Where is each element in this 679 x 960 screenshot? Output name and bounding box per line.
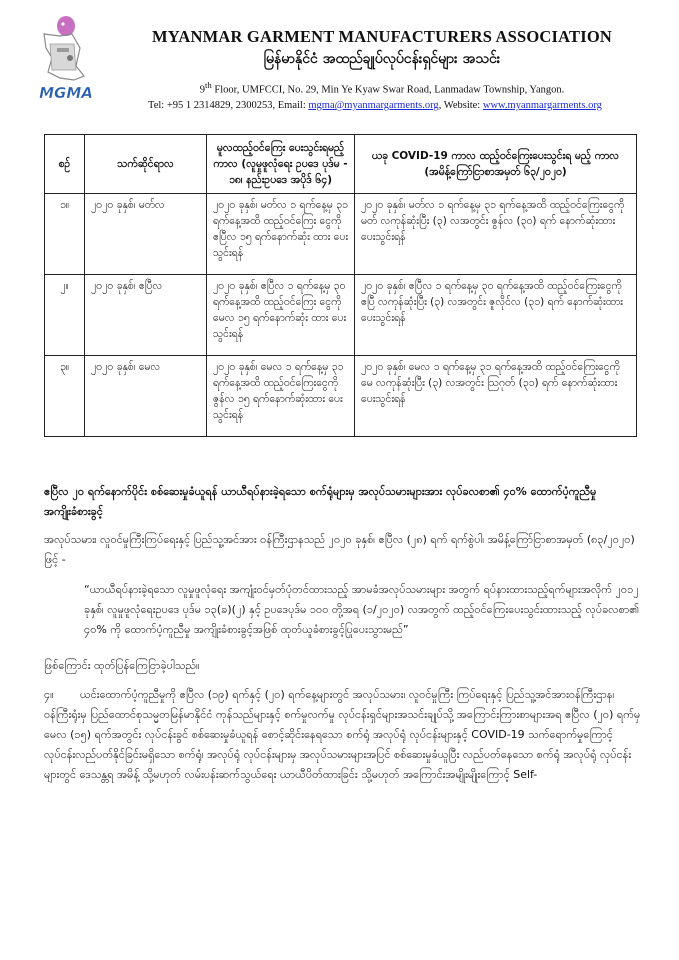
- header-original-period: မူလထည့်ဝင်ကြေး ပေးသွင်းရမည့် ကာလ (လူမှုဖူလုံရေး ဥပဒေ ပုဒ်မ - ၁၈၊ နည်းဥပဒေ အပိုဒ် ၆၄): [207, 135, 355, 194]
- logo-lettering: MGMA: [39, 84, 93, 102]
- section-heading: ဧပြီလ ၂၀ ရက်နောက်ပိုင်း စစ်ဆေးမှုခံယူရန် ယာယီရပ်နားခဲ့ရသော စက်ရုံများမှ အလုပ်သမားများအား လုပ်ခလစာ၏ ၄၀% ထောက်ပံ့ကူညီမှု အကျိုးခံစားခွင့်: [44, 485, 597, 518]
- address-text: Floor, UMFCCI, No. 29, Min Ye Kyaw Swar Road, Lanmadaw Township, Yangon.: [211, 84, 565, 96]
- row-serial: ၃။: [45, 356, 85, 437]
- row-serial: ၁။: [45, 194, 85, 275]
- paragraph-number: ၄။: [44, 688, 54, 701]
- contact-web-label: , Website:: [438, 100, 483, 111]
- row-covid-period: ၂၀၂၀ ခုနှစ်၊ မေလ ၁ ရက်နေ့မှ ၃၁ ရက်နေ့အထိ ထည့်ဝင်ကြေးငွေကို မေ လကုန်ဆုံးပြီး (၃) လအတွင်း ဩဂုတ် (၃၁) ရက် နောက်ဆုံးထား ပေးသွင်းရန်: [355, 356, 637, 437]
- contact-line: [80, 100, 670, 111]
- row-month: ၂၀၂၀ ခုနှစ်၊ မေလ: [85, 356, 207, 437]
- org-name-english: MYANMAR GARMENT MANUFACTURERS ASSOCIATION: [152, 27, 612, 46]
- row-original-period: ၂၀၂၀ ခုနှစ်၊ မေလ ၁ ရက်နေ့မှ ၃၁ ရက်နေ့အထိ ထည့်ဝင်ကြေးငွေကို ဇွန်လ ၁၅ ရက်နောက်ဆုံးထား ပေးသွင်းရန်: [207, 356, 355, 437]
- table-row: [45, 194, 637, 275]
- reissued-statement: ဖြစ်ကြောင်း ထုတ်ပြန်ကြေငြာခဲ့ပါသည်။: [44, 659, 200, 672]
- row-month: ၂၀၂၀ ခုနှစ်၊ ဧပြီလ: [85, 275, 207, 356]
- address-line: [112, 80, 652, 96]
- header-serial: စဉ်: [45, 135, 85, 194]
- numbered-paragraph: [44, 685, 644, 785]
- header-covid-period: ယခု COVID-19 ကာလ ထည့်ဝင်ကြေးပေးသွင်းရ မည့် ကာလ (အမိန့်ကြော်ငြာစာအမှတ် ၆၃/၂၀၂၀): [355, 135, 637, 194]
- row-covid-period: ၂၀၂၀ ခုနှစ်၊ ဧပြီလ ၁ ရက်နေ့မှ ၃၀ ရက်နေ့အထိ ထည့်ဝင်ကြေးငွေကို ဧပြီ လကုန်ဆုံးပြီး (၃) လအတွင်း ဇူလိုင်လ (၃၁) ရက် နောက်ဆုံးထား ပေးသွင်းရန်: [355, 275, 637, 356]
- intro-paragraph: အလုပ်သမား၊ လူဝင်မှုကြီးကြပ်ရေးနှင့် ပြည်သူ့အင်အား ဝန်ကြီးဌာနသည် ၂၀၂၀ ခုနှစ်၊ ဧပြီလ (၂၈) ရက် ရက်စွဲပါ၊ အမိန့်ကြော်ငြာစာအမှတ် (၈၃/၂၀၂၀) ဖြင့် -: [44, 533, 635, 566]
- address-floor-suffix: th: [204, 80, 212, 90]
- row-covid-period: ၂၀၂၀ ခုနှစ်၊ မတ်လ ၁ ရက်နေ့မှ ၃၁ ရက်နေ့အထိ ထည့်ဝင်ကြေးငွေကို မတ် လကုန်ဆုံးပြီး (၃) လအတွင်း ဇွန်လ (၃၀) ရက် နောက်ဆုံးထား ပေးသွင်းရန်: [355, 194, 637, 275]
- table-row: [45, 356, 637, 437]
- website-link[interactable]: www.myanmargarments.org: [482, 100, 602, 111]
- row-month: ၂၀၂၀ ခုနှစ်၊ မတ်လ: [85, 194, 207, 275]
- org-name-myanmar: မြန်မာနိုင်ငံ အထည်ချုပ်လုပ်ငန်းရှင်များ အသင်း: [263, 51, 501, 67]
- table-header-row: [45, 135, 637, 194]
- address-floor: 9: [199, 84, 205, 96]
- contribution-schedule-table: [44, 134, 637, 437]
- quoted-order: “ယာယီရပ်နားခဲ့ရသော လူမှုဖူလုံရေး အကျုံးဝင်မှတ်ပုံတင်ထားသည့် အာမခံအလုပ်သမားများ အတွက် ရပ်နားထားသည့်ရက်များအလိုက် ၂၀၁၂ ခုနှစ်၊ လူမှုဖူလုံရေးဥပဒေ ပုဒ်မ ၁၃(ခ)(၂) နှင့် ဥပဒေပုဒ်မ ၁၀၀ တို့အရ (၁/၂၀၂၀) လအတွက် ထည့်ဝင်ကြေးပေးသွင်းထားသည့် လုပ်ခလစာ၏ ၄၀% ကို ထောက်ပံ့ကူညီမှု အကျိုးခံစားခွင့်အဖြစ် ထုတ်ယူခံစားခွင့်ပြုပေးသွားမည်”: [84, 583, 640, 636]
- mgma-logo: [30, 14, 102, 106]
- table-row: [45, 275, 637, 356]
- paragraph-text: ယင်းထောက်ပံ့ကူညီမှုကို ဧပြီလ (၁၉) ရက်နှင့် (၂၀) ရက်နေ့များတွင် အလုပ်သမား၊ လူဝင်မှုကြီး ကြပ်ရေးနှင့် ပြည်သူ့အင်အားဝန်ကြီးဌာန၊ ဝန်ကြီးရုံးမှ ပြည်ထောင်စုသမ္မတမြန်မာနိုင်ငံ ကုန်သည်များနှင့် စက်မှုလက်မှု လုပ်ငန်းရှင်များအသင်းချုပ်သို့ အကြောင်းကြားစာများအရ ဧပြီလ (၂၀) ရက်မှ မေလ (၁၅) ရက်အတွင်း လုပ်ငန်းခွင် စစ်ဆေးမှုခံယူရန် စောင့်ဆိုင်းနေရသော စက်ရုံ အလုပ်ရုံ လုပ်ငန်းများနှင့် COVID-19 သက်ရောက်မှုကြောင့် လုပ်ငန်းလည်ပတ်နိုင်ခြင်းမရှိသော စက်ရုံ၊ အလုပ်ရုံ လုပ်ငန်းများမှ အလုပ်သမားများအပြင် စစ်ဆေးမှုခံယူပြီး လည်ပတ်နေသော စက်ရုံ အလုပ်ရုံ လုပ်ငန်းများတွင် ဒေသန္တရ အမိန့် သို့မဟုတ် လမ်းပန်းဆက်သွယ်ရေး ယာယီပိတ်ထားခြင်း သို့မဟုတ် အကြောင်းအမျိုးမျိုးကြောင့် Self-: [44, 688, 641, 781]
- contact-tel: Tel: +95 1 2314829, 2300253, Email:: [148, 100, 309, 111]
- row-original-period: ၂၀၂၀ ခုနှစ်၊ ဧပြီလ ၁ ရက်နေ့မှ ၃၀ ရက်နေ့အထိ ထည့်ဝင်ကြေး ငွေကို မေလ ၁၅ ရက်နောက်ဆုံး ထား ပေးသွင်းရန်: [207, 275, 355, 356]
- row-original-period: ၂၀၂၀ ခုနှစ်၊ မတ်လ ၁ ရက်နေ့မှ ၃၁ ရက်နေ့အထိ ထည့်ဝင်ကြေး ငွေကို ဧပြီလ ၁၅ ရက်နောက်ဆုံး ထား ပေးသွင်းရန်: [207, 194, 355, 275]
- email-link[interactable]: mgma@myanmargarments.org: [308, 100, 439, 111]
- header-month: သက်ဆိုင်ရာလ: [85, 135, 207, 194]
- row-serial: ၂။: [45, 275, 85, 356]
